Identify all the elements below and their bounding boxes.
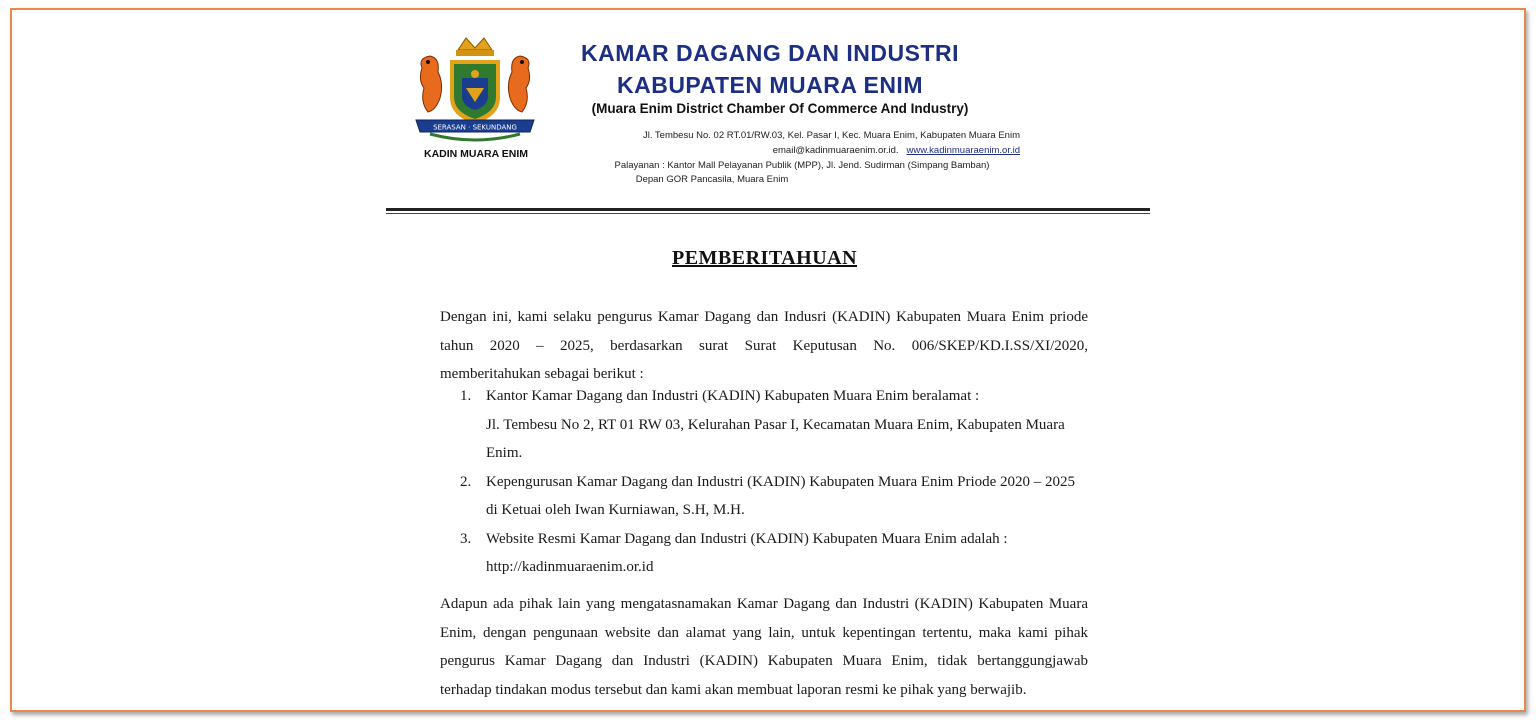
list-item-number: 2. [460,473,472,490]
document-title: PEMBERITAHUAN [672,247,858,269]
email-text: email@kadinmuaraenim.or.id. [772,145,899,156]
intro-line: tahun 2020 – 2025, berdasarkan surat Surat Keputusan No. 006/SKEP/KD.I.SS/XI/2020, [440,337,1088,354]
contact-line [540,143,1020,158]
intro-line: Dengan ini, kami selaku pengurus Kamar Dagang dan Indusri (KADIN) Kabupaten Muara Enim priode [440,309,1088,325]
document-frame [10,8,1526,712]
letterhead [410,28,1150,208]
intro-paragraph [440,303,1088,389]
address-line: Jl. Tembesu No. 02 RT.01/RW.03, Kel. Pasar I, Kec. Muara Enim, Kabupaten Muara Enim [642,130,1020,141]
list-item-line: Jl. Tembesu No 2, RT 01 RW 03, Kelurahan Pasar I, Kecamatan Muara Enim, Kabupaten Muara [486,416,1065,433]
letterhead-divider [386,208,1150,211]
organization-name-line1: KAMAR DAGANG DAN INDUSTRI [581,40,959,66]
service-line: Palayanan : Kantor Mall Pelayanan Publik (MPP), Jl. Jend. Sudirman (Simpang Bamban) [614,160,990,171]
organization-name-line2: KABUPATEN MUARA ENIM [616,72,923,98]
list-item-number: 1. [460,388,472,404]
list-item [460,468,1088,525]
closing-line: Adapun ada pihak lain yang mengatasnamakan Kamar Dagang dan Industri (KADIN) Kabupaten Muara [440,596,1088,612]
list-item [460,382,1088,468]
kadin-logo [410,28,540,158]
list-item-line: Kepengurusan Kamar Dagang dan Industri (KADIN) Kabupaten Muara Enim Priode 2020 – 2025 [486,473,1076,490]
notice-list [460,382,1088,582]
list-item-number: 3. [460,530,472,547]
list-item-line: Kantor Kamar Dagang dan Industri (KADIN) Kabupaten Muara Enim beralamat : [486,388,980,404]
list-item-line: Website Resmi Kamar Dagang dan Industri (KADIN) Kabupaten Muara Enim adalah : [486,530,1008,547]
list-item [460,525,1088,582]
service-location-line: Depan GOR Pancasila, Muara Enim [635,174,789,185]
closing-line: pengurus Kamar Dagang dan Industri (KADIN) Kabupaten Muara Enim, tidak bertanggungjawab [440,653,1088,669]
logo-caption: KADIN MUARA ENIM [423,148,529,160]
website-link[interactable]: www.kadinmuaraenim.or.id [906,145,1020,156]
intro-line: memberitahukan sebagai berikut : [440,366,644,382]
closing-line: terhadap tindakan modus tersebut dan kami akan membuat laporan resmi ke pihak yang berwajib. [440,681,1027,698]
list-item-line: di Ketuai oleh Iwan Kurniawan, S.H, M.H. [486,502,745,518]
website-url-text[interactable]: http://kadinmuaraenim.or.id [486,559,654,575]
list-item-line: Enim. [486,445,523,461]
organization-english-name: (Muara Enim District Chamber Of Commerce And Industry) [591,101,969,116]
closing-paragraph [440,590,1088,704]
closing-line: Enim, dengan pengunaan website dan alamat yang lain, untuk kepentingan tertentu, maka kami pihak [440,624,1088,641]
svg-text:SERASAN · SEKUNDANG: SERASAN · SEKUNDANG [433,123,517,132]
letterhead-divider-thin [386,213,1150,214]
